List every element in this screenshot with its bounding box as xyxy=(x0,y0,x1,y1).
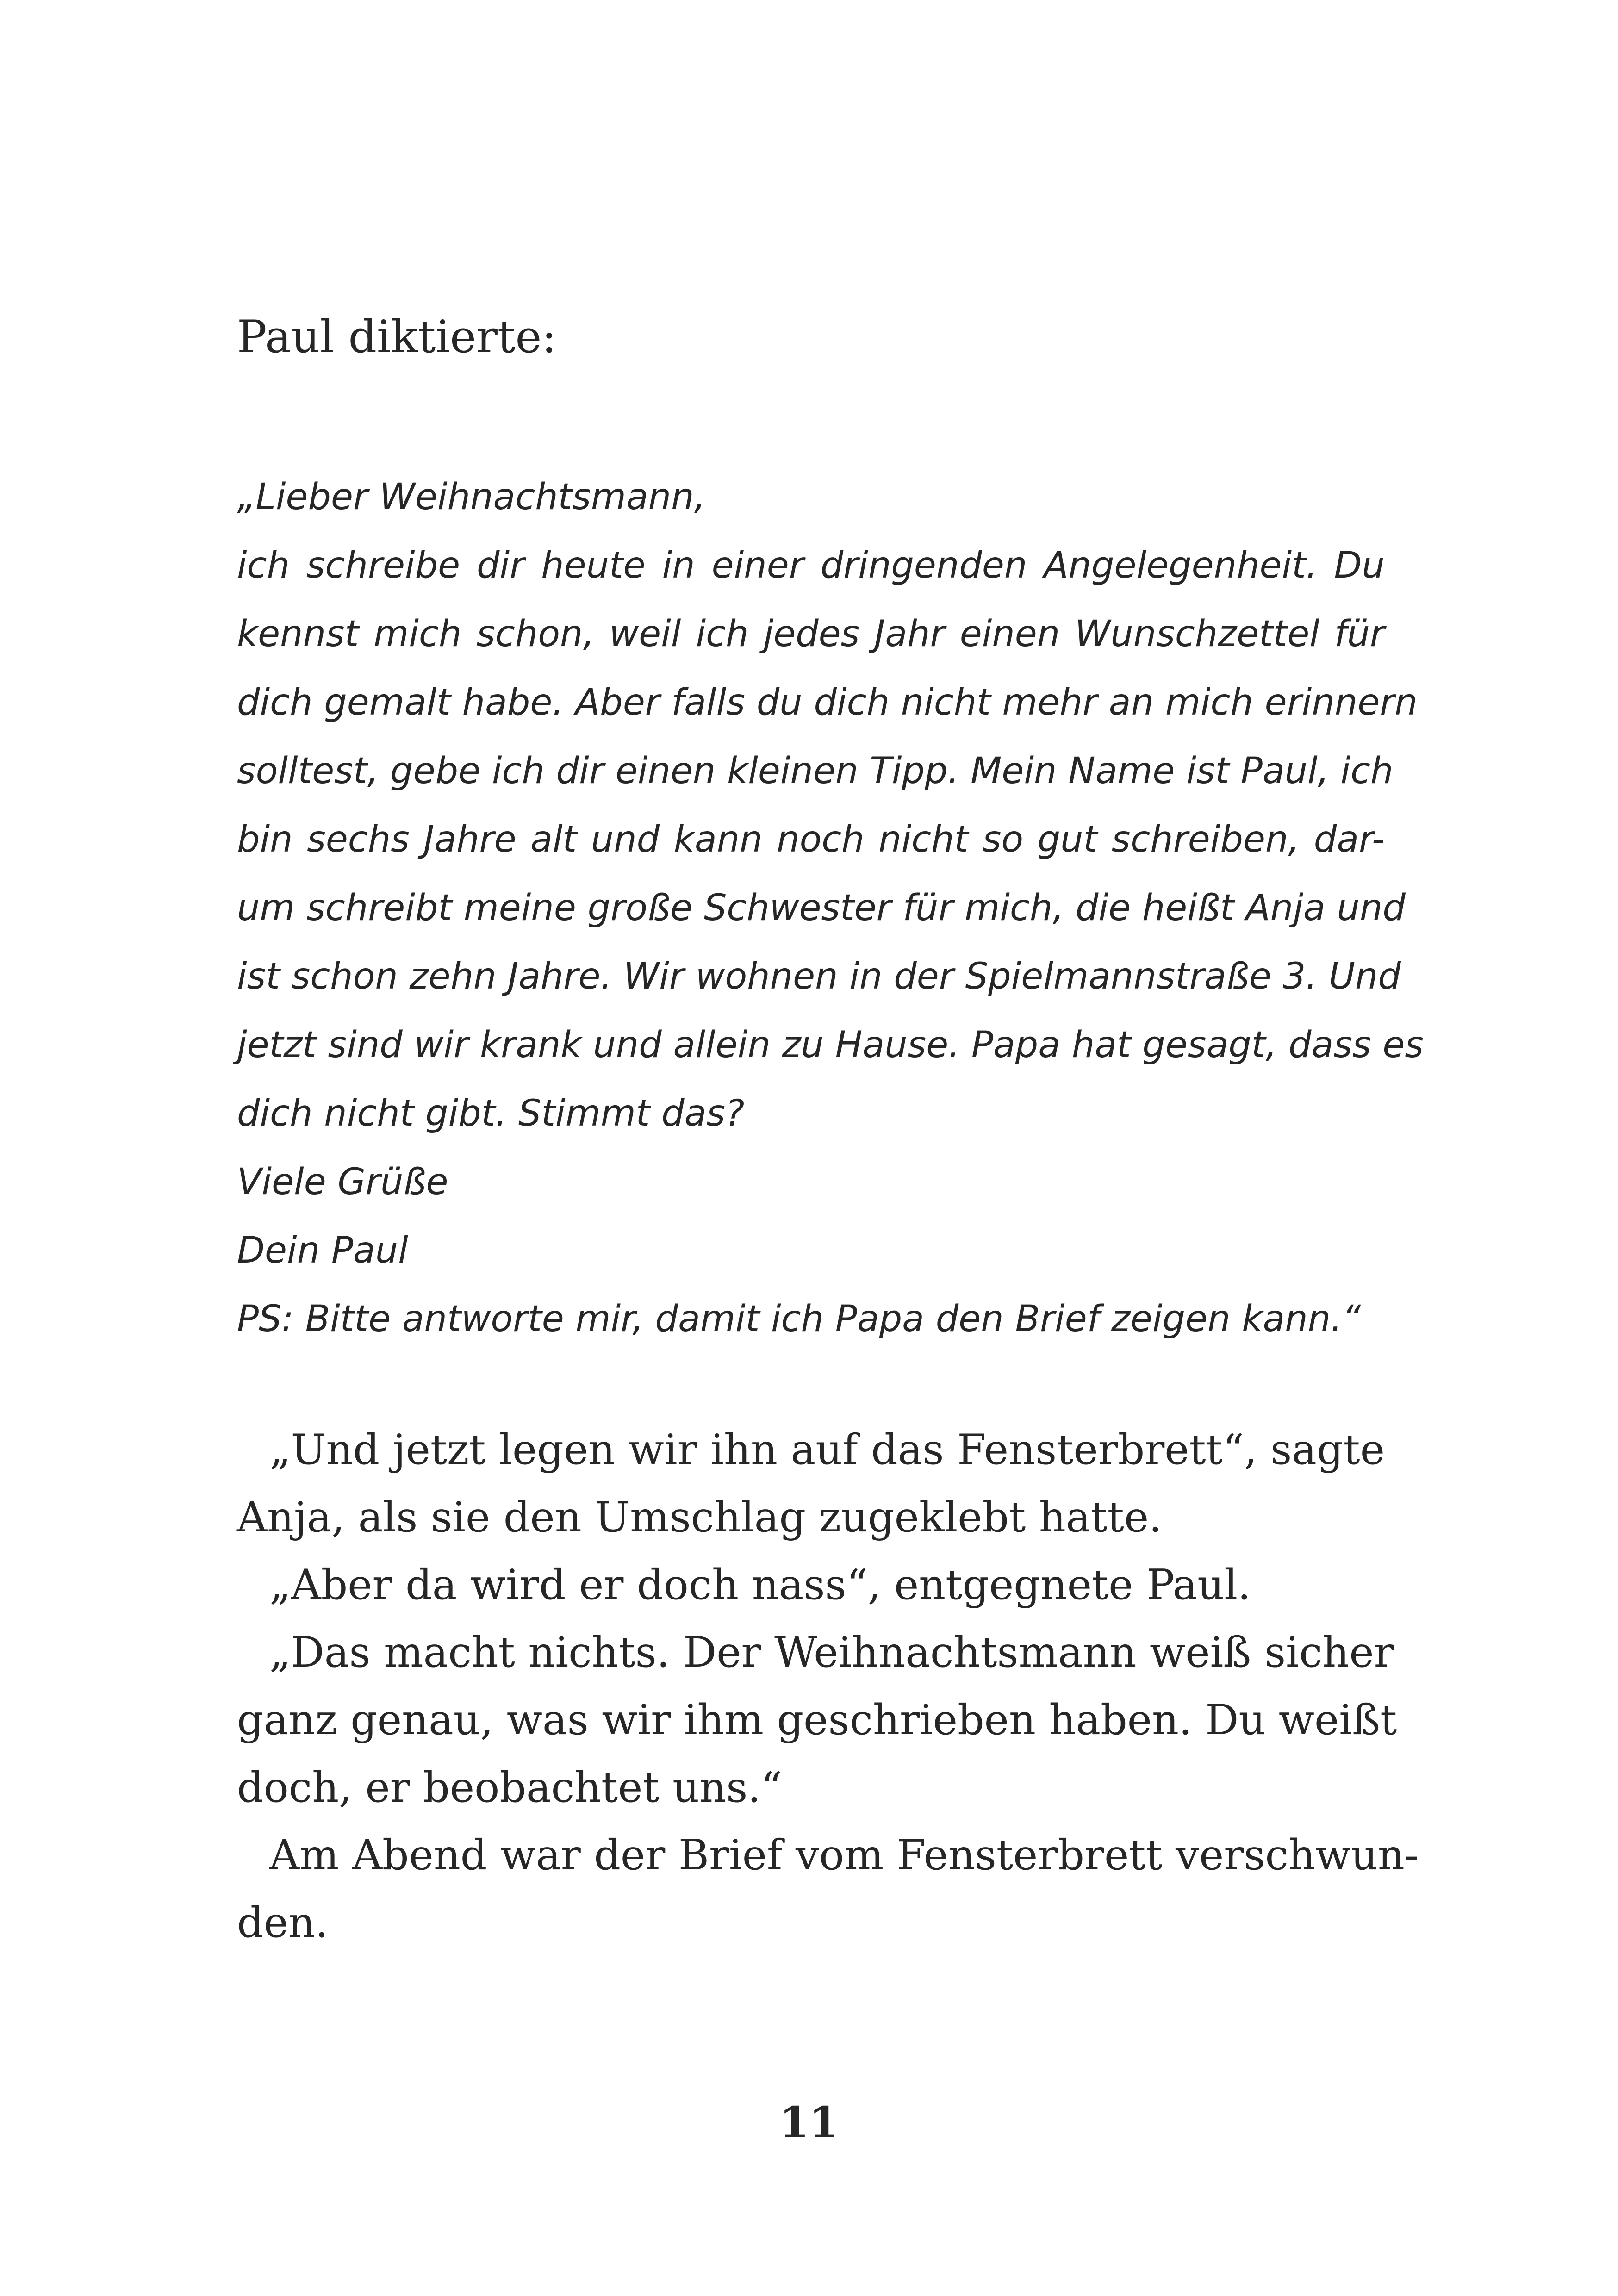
prose-line: Am Abend war der Brief vom Fensterbrett verschwun- xyxy=(269,1831,1419,1879)
letter-signature: Dein Paul xyxy=(237,1230,408,1271)
intro-line: Paul diktierte: xyxy=(237,311,557,363)
prose-line: „Das macht nichts. Der Weihnachtsmann weiß sicher xyxy=(269,1628,1394,1677)
prose-line: „Aber da wird er doch nass“, entgegnete Paul. xyxy=(269,1561,1251,1609)
letter-closing: Viele Grüße xyxy=(237,1161,448,1203)
prose-line: den. xyxy=(237,1898,329,1947)
page-number: 11 xyxy=(779,2097,839,2147)
letter-line: bin sechs Jahre alt und kann noch nicht so gut schreiben, dar- xyxy=(237,819,1385,860)
letter-block xyxy=(237,463,1424,1353)
letter-line: solltest, gebe ich dir einen kleinen Tipp. Mein Name ist Paul, ich xyxy=(237,750,1394,792)
prose-block xyxy=(237,1416,1419,1957)
prose-line: Anja, als sie den Umschlag zugeklebt hatte. xyxy=(237,1493,1162,1542)
letter-line: dich gemalt habe. Aber falls du dich nicht mehr an mich erinnern xyxy=(237,682,1418,723)
letter-salutation: „Lieber Weihnachtsmann, xyxy=(237,476,706,518)
letter-line: ist schon zehn Jahre. Wir wohnen in der Spielmannstraße 3. Und xyxy=(237,956,1401,997)
letter-line: kennst mich schon, weil ich jedes Jahr einen Wunschzettel für xyxy=(237,613,1385,655)
prose-line: doch, er beobachtet uns.“ xyxy=(237,1763,782,1812)
prose-line: „Und jetzt legen wir ihn auf das Fensterbrett“, sagte xyxy=(269,1425,1385,1474)
letter-line-last: dich nicht gibt. Stimmt das? xyxy=(237,1093,745,1134)
letter-line: jetzt sind wir krank und allein zu Hause. Papa hat gesagt, dass es xyxy=(237,1024,1424,1066)
letter-line: um schreibt meine große Schwester für mich, die heißt Anja und xyxy=(237,887,1406,929)
prose-line: ganz genau, was wir ihm geschrieben haben. Du weißt xyxy=(237,1696,1397,1744)
letter-postscript: PS: Bitte antworte mir, damit ich Papa den Brief zeigen kann.“ xyxy=(237,1298,1361,1340)
letter-line: ich schreibe dir heute in einer dringenden Angelegenheit. Du xyxy=(237,545,1385,586)
